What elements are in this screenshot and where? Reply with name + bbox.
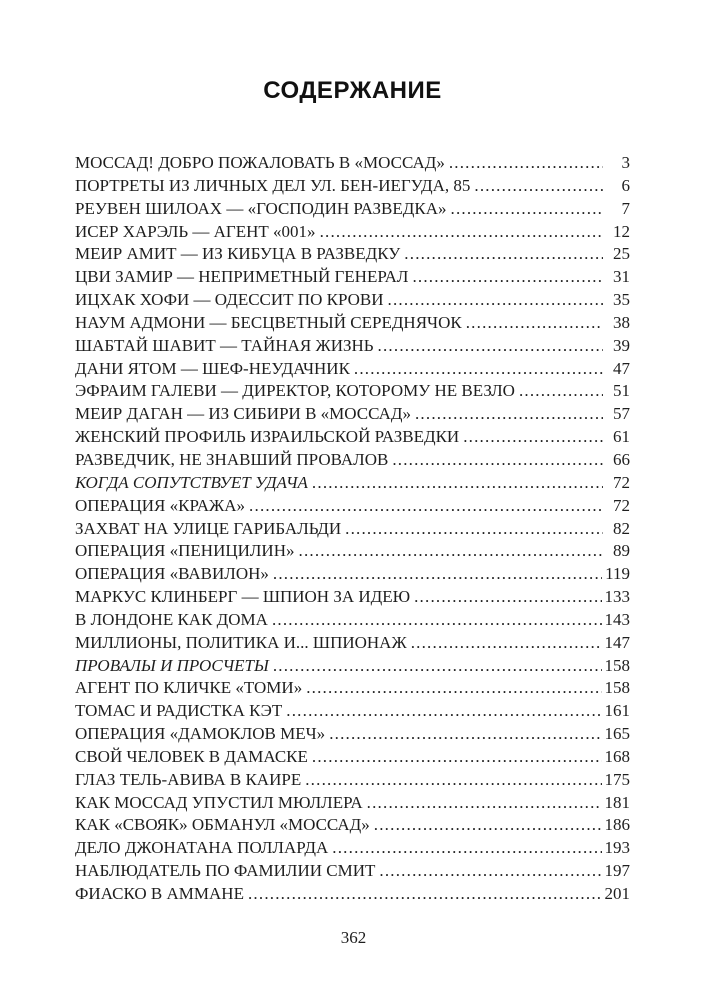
dot-leader: [305, 769, 601, 792]
dot-leader: [312, 746, 602, 769]
toc-entry: [75, 540, 630, 563]
toc-entry-label: ОПЕРАЦИЯ «ДАМОКЛОВ МЕЧ»: [75, 724, 326, 744]
toc-entry-page: 7: [621, 198, 630, 218]
toc-entry-label: РЕУВЕН ШИЛОАХ — «ГОСПОДИН РАЗВЕДКА»: [75, 198, 447, 218]
toc-entry-label: КАК МОССАД УПУСТИЛ МЮЛЛЕРА: [75, 792, 363, 812]
toc-entry-label: ПРОВАЛЫ И ПРОСЧЕТЫ: [75, 655, 269, 675]
toc-entry-page: 197: [604, 861, 630, 881]
toc-entry-label: АГЕНТ ПО КЛИЧКЕ «ТОМИ»: [75, 678, 303, 698]
dot-leader: [329, 723, 601, 746]
toc-entry-label: ЖЕНСКИЙ ПРОФИЛЬ ИЗРАИЛЬСКОЙ РАЗВЕДКИ: [75, 427, 460, 447]
toc-entry: [75, 358, 630, 381]
toc-entry: [75, 814, 630, 837]
dot-leader: [404, 243, 603, 266]
dot-leader: [273, 655, 602, 678]
toc-entry-label: МОССАД! ДОБРО ПОЖАЛОВАТЬ В «МОССАД»: [75, 153, 445, 172]
toc-entry: [75, 792, 630, 815]
dot-leader: [286, 700, 601, 723]
dot-leader: [312, 472, 603, 495]
dot-leader: [392, 449, 603, 472]
toc-entry: [75, 312, 630, 335]
dot-leader: [249, 495, 603, 518]
dot-leader: [320, 221, 603, 244]
toc-entry: [75, 518, 630, 541]
toc-entry-label: ТОМАС И РАДИСТКА КЭТ: [75, 701, 283, 721]
toc-entry-label: МЕИР АМИТ — ИЗ КИБУЦА В РАЗВЕДКУ: [75, 244, 401, 264]
toc-entry-label: ЗАХВАТ НА УЛИЦЕ ГАРИБАЛЬДИ: [75, 518, 342, 538]
toc-entry-page: 161: [604, 701, 630, 721]
toc-entry-page: 25: [613, 244, 630, 264]
toc-list: [75, 152, 630, 906]
toc-entry-page: 201: [604, 884, 630, 903]
dot-leader: [306, 677, 601, 700]
toc-entry: [75, 769, 630, 792]
toc-entry-page: 61: [613, 427, 630, 447]
toc-entry-page: 158: [604, 678, 630, 698]
dot-leader: [272, 609, 602, 632]
toc-entry: [75, 677, 630, 700]
toc-entry-label: ЭФРАИМ ГАЛЕВИ — ДИРЕКТОР, КОТОРОМУ НЕ ВЕЗЛО: [75, 381, 515, 401]
dot-leader: [519, 380, 603, 403]
dot-leader: [388, 289, 604, 312]
toc-entry-page: 168: [604, 746, 630, 766]
toc-entry-page: 31: [613, 267, 630, 287]
dot-leader: [354, 358, 603, 381]
toc-entry: [75, 221, 630, 244]
dot-leader: [415, 403, 603, 426]
toc-entry-label: ЦВИ ЗАМИР — НЕПРИМЕТНЫЙ ГЕНЕРАЛ: [75, 267, 409, 287]
dot-leader: [379, 860, 601, 883]
dot-leader: [345, 518, 603, 541]
toc-entry: [75, 723, 630, 746]
toc-entry-label: ДЕЛО ДЖОНАТАНА ПОЛЛАРДА: [75, 838, 329, 858]
toc-entry-label: НАБЛЮДАТЕЛЬ ПО ФАМИЛИИ СМИТ: [75, 861, 376, 881]
dot-leader: [332, 837, 601, 860]
toc-entry-page: 57: [613, 404, 630, 424]
page-title: СОДЕРЖАНИЕ: [263, 77, 442, 104]
toc-entry: [75, 175, 630, 198]
toc-entry-label: ОПЕРАЦИЯ «КРАЖА»: [75, 495, 246, 515]
toc-entry: [75, 403, 630, 426]
toc-entry-label: ИЦХАК ХОФИ — ОДЕССИТ ПО КРОВИ: [75, 290, 384, 310]
toc-entry: [75, 860, 630, 883]
toc-entry-page: 165: [604, 724, 630, 744]
toc-entry-label: СВОЙ ЧЕЛОВЕК В ДАМАСКЕ: [75, 746, 308, 766]
toc-entry-label: РАЗВЕДЧИК, НЕ ЗНАВШИЙ ПРОВАЛОВ: [75, 449, 389, 469]
toc-entry-page: 89: [613, 541, 630, 561]
toc-entry-label: ШАБТАЙ ШАВИТ — ТАЙНАЯ ЖИЗНЬ: [75, 335, 374, 355]
toc-entry-page: 147: [604, 632, 630, 652]
dot-leader: [451, 198, 604, 221]
dot-leader: [378, 335, 603, 358]
toc-entry-page: 51: [613, 381, 630, 401]
toc-entry-page: 3: [621, 153, 630, 172]
toc-entry-page: 175: [604, 769, 630, 789]
toc-entry: [75, 335, 630, 358]
toc-entry: [75, 152, 630, 175]
dot-leader: [273, 563, 602, 586]
toc-entry: [75, 198, 630, 221]
toc-entry: [75, 289, 630, 312]
toc-entry-page: 133: [604, 587, 630, 607]
toc-entry-page: 35: [613, 290, 630, 310]
toc-entry-page: 158: [604, 655, 630, 675]
toc-entry-label: МЕИР ДАГАН — ИЗ СИБИРИ В «МОССАД»: [75, 404, 411, 424]
toc-entry: [75, 837, 630, 860]
toc-entry-page: 6: [621, 175, 630, 195]
toc-entry-page: 193: [604, 838, 630, 858]
toc-entry-page: 119: [605, 564, 630, 584]
dot-leader: [367, 792, 602, 815]
toc-entry-label: МИЛЛИОНЫ, ПОЛИТИКА И... ШПИОНАЖ: [75, 632, 407, 652]
toc-entry: [75, 563, 630, 586]
toc-entry: [75, 472, 630, 495]
toc-entry-page: 72: [613, 472, 630, 492]
toc-entry-page: 47: [613, 358, 630, 378]
toc-entry: [75, 380, 630, 403]
dot-leader: [414, 586, 601, 609]
toc-entry: [75, 883, 630, 906]
dot-leader: [299, 540, 604, 563]
toc-entry-label: НАУМ АДМОНИ — БЕСЦВЕТНЫЙ СЕРЕДНЯЧОК: [75, 312, 462, 332]
toc-entry: [75, 746, 630, 769]
toc-entry: [75, 632, 630, 655]
folio-page-number: 362: [340, 928, 367, 947]
toc-entry-label: КАК «СВОЯК» ОБМАНУЛ «МОССАД»: [75, 815, 370, 835]
toc-entry-label: ОПЕРАЦИЯ «ПЕНИЦИЛИН»: [75, 541, 295, 561]
toc-entry-label: КОГДА СОПУТСТВУЕТ УДАЧА: [75, 472, 308, 492]
toc-entry: [75, 655, 630, 678]
toc-entry-page: 72: [613, 495, 630, 515]
toc-entry-label: ГЛАЗ ТЕЛЬ-АВИВА В КАИРЕ: [75, 769, 302, 789]
toc-entry-label: МАРКУС КЛИНБЕРГ — ШПИОН ЗА ИДЕЮ: [75, 587, 411, 607]
dot-leader: [466, 312, 603, 335]
toc-entry: [75, 266, 630, 289]
dot-leader: [412, 266, 603, 289]
toc-entry: [75, 495, 630, 518]
toc-entry-page: 66: [613, 449, 630, 469]
dot-leader: [411, 632, 602, 655]
toc-entry-page: 186: [604, 815, 630, 835]
toc-entry-label: ПОРТРЕТЫ ИЗ ЛИЧНЫХ ДЕЛ УЛ. БЕН-ИЕГУДА, 85: [75, 175, 471, 195]
toc-entry-label: ДАНИ ЯТОМ — ШЕФ-НЕУДАЧНИК: [75, 358, 350, 378]
toc-entry: [75, 426, 630, 449]
toc-entry-label: ОПЕРАЦИЯ «ВАВИЛОН»: [75, 564, 269, 584]
dot-leader: [449, 152, 603, 175]
toc-entry-page: 38: [613, 312, 630, 332]
toc-entry: [75, 243, 630, 266]
toc-entry: [75, 449, 630, 472]
toc-entry: [75, 700, 630, 723]
dot-leader: [248, 883, 602, 906]
dot-leader: [374, 814, 602, 837]
dot-leader: [474, 175, 603, 198]
toc-entry: [75, 586, 630, 609]
toc-entry-label: В ЛОНДОНЕ КАК ДОМА: [75, 609, 268, 629]
toc-entry-page: 143: [604, 609, 630, 629]
dot-leader: [463, 426, 603, 449]
toc-entry-page: 82: [613, 518, 630, 538]
toc-entry: [75, 609, 630, 632]
toc-entry-label: ИСЕР ХАРЭЛЬ — АГЕНТ «001»: [75, 221, 316, 241]
toc-entry-page: 181: [604, 792, 630, 812]
toc-entry-page: 12: [613, 221, 630, 241]
toc-entry-label: ФИАСКО В АММАНЕ: [75, 884, 244, 903]
toc-entry-page: 39: [613, 335, 630, 355]
